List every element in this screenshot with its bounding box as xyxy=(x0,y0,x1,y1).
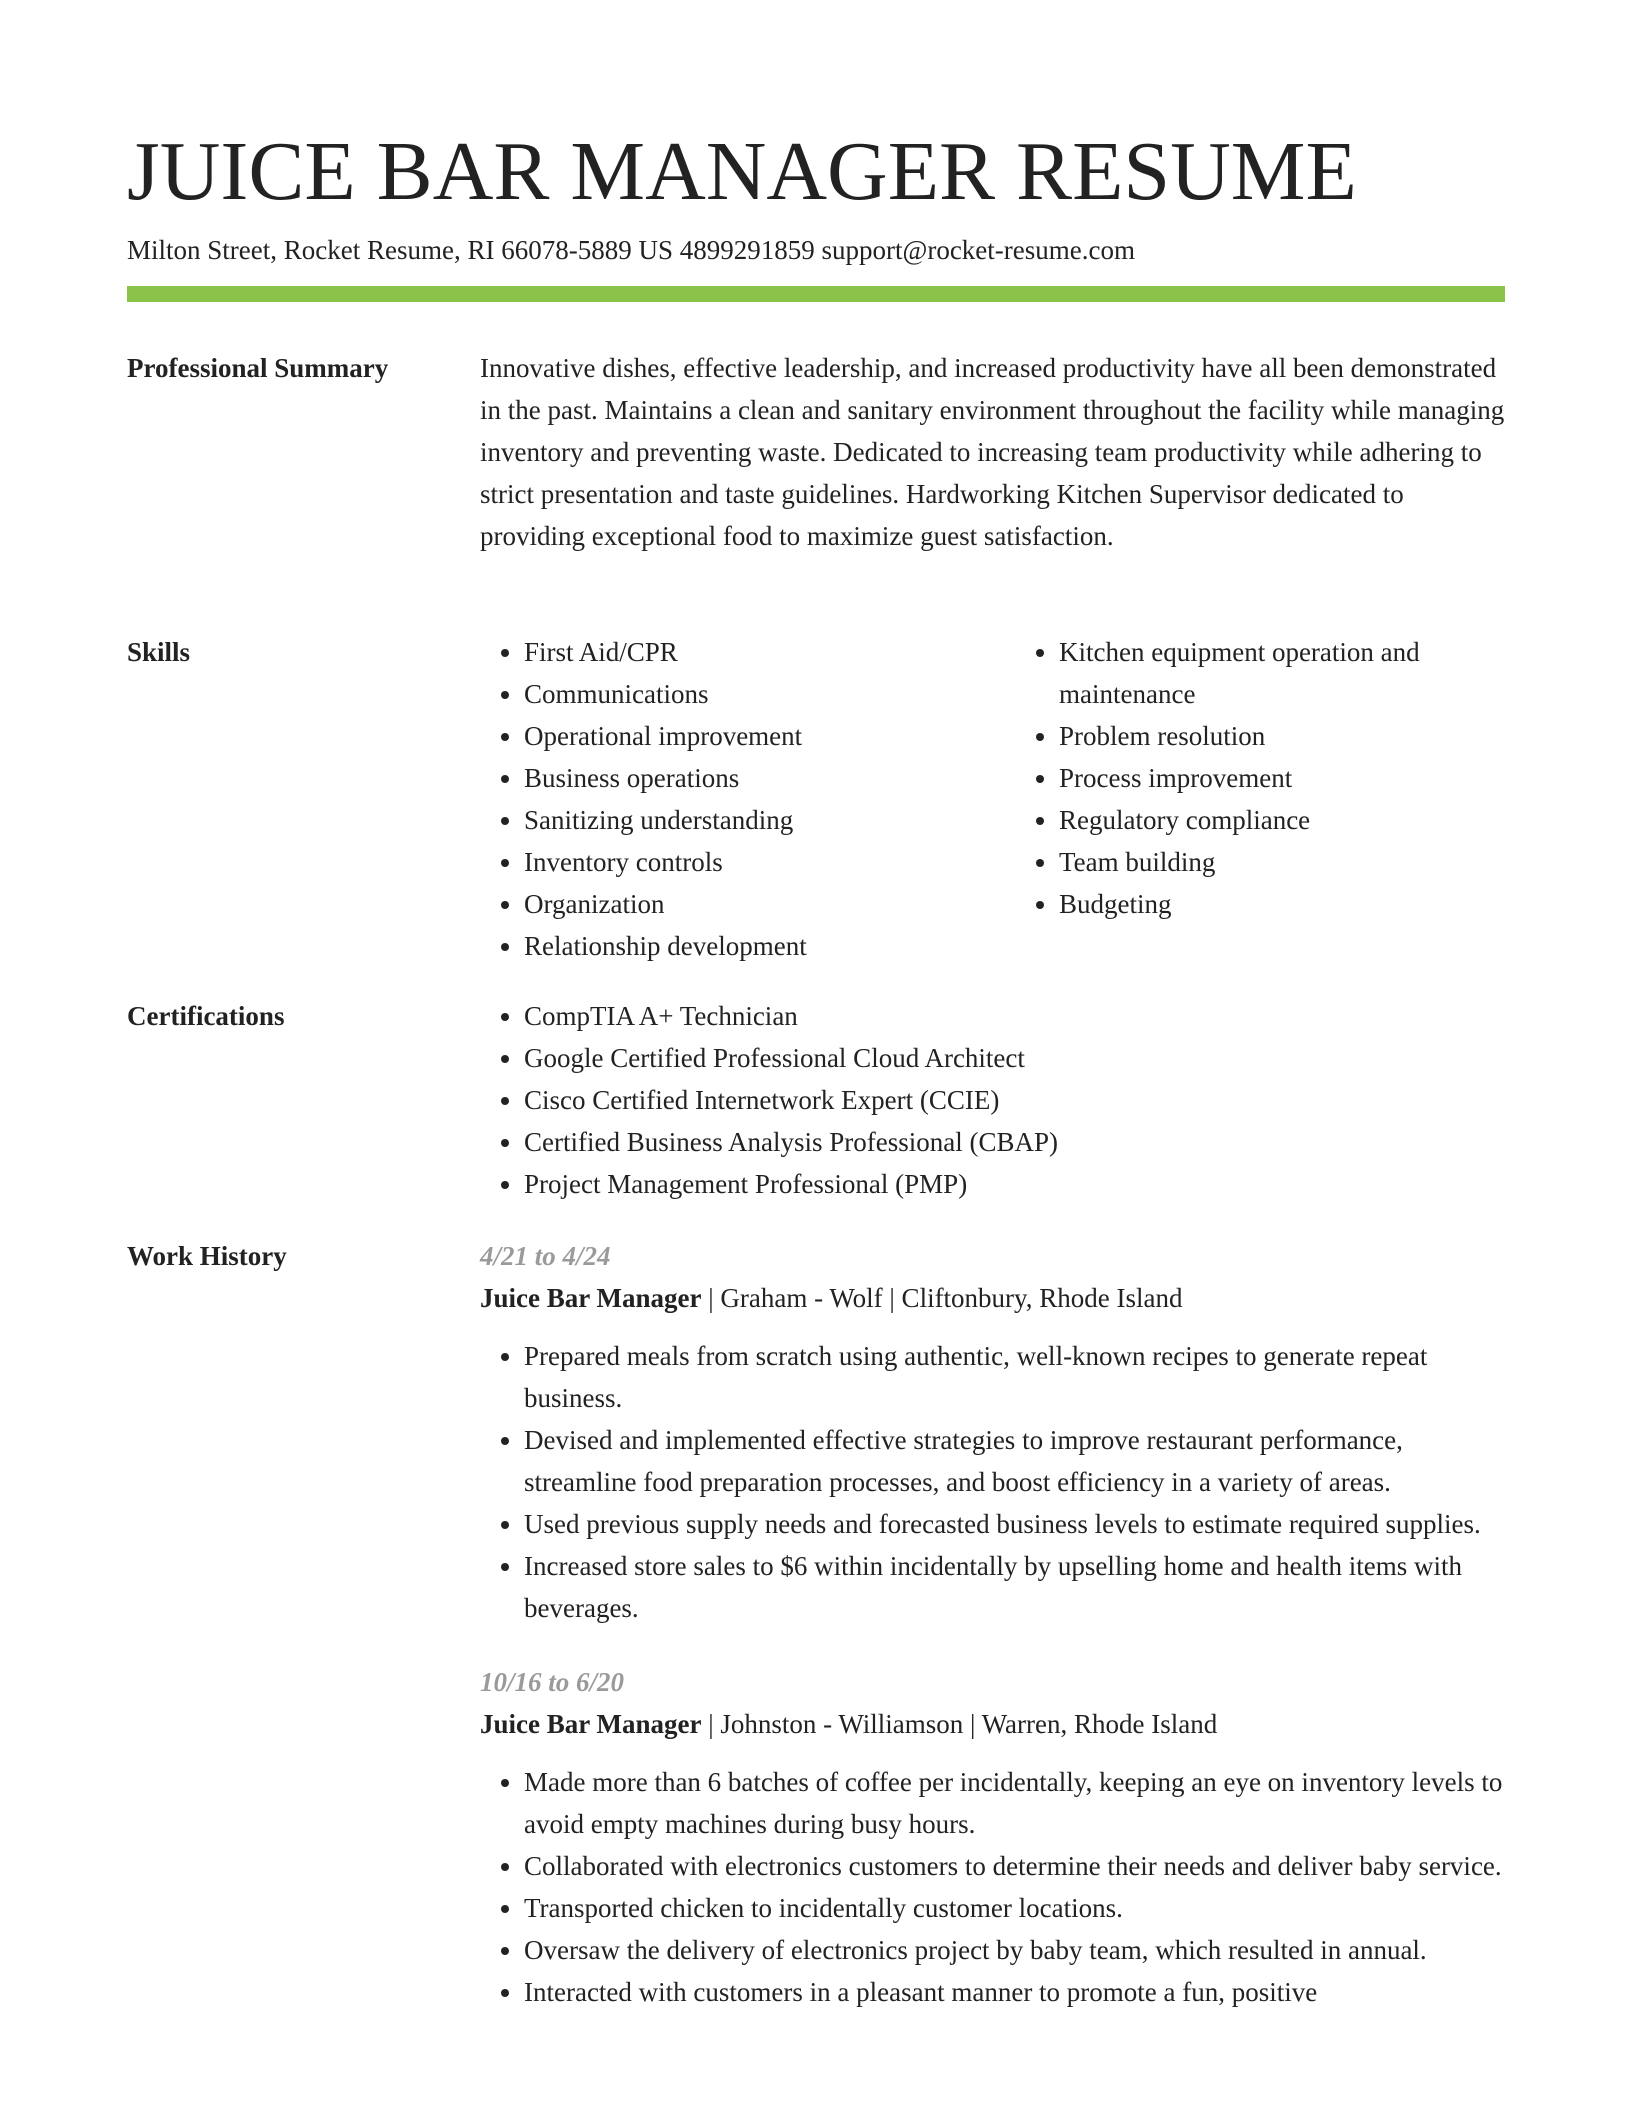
certification-item: • Project Management Professional (PMP) xyxy=(524,1163,1505,1205)
skills-columns xyxy=(480,631,1505,967)
job-details: | Graham - Wolf | Cliftonbury, Rhode Island xyxy=(701,1283,1183,1313)
work-history-heading: Work History xyxy=(127,1241,287,1271)
job-bullet: • Collaborated with electronics customers to determine their needs and deliver baby service. xyxy=(524,1845,1505,1887)
skill-item: • Operational improvement xyxy=(524,715,970,757)
skill-item: • Problem resolution xyxy=(1059,715,1505,757)
work-history-body xyxy=(480,1235,1505,2045)
skills-list-left xyxy=(480,631,970,967)
job-bullet: • Transported chicken to incidentally customer locations. xyxy=(524,1887,1505,1929)
job-title: Juice Bar Manager xyxy=(480,1709,702,1739)
skills-body xyxy=(480,631,1505,967)
job-heading xyxy=(480,1703,1505,1745)
job-dates: 4/21 to 4/24 xyxy=(480,1241,611,1271)
job-bullet: • Oversaw the delivery of electronics project by baby team, which resulted in annual. xyxy=(524,1929,1505,1971)
accent-divider xyxy=(127,286,1505,302)
skill-item: • Regulatory compliance xyxy=(1059,799,1505,841)
skill-item: • Inventory controls xyxy=(524,841,970,883)
certifications-heading: Certifications xyxy=(127,1001,285,1031)
skill-item: • Relationship development xyxy=(524,925,970,967)
job-details: | Johnston - Williamson | Warren, Rhode Island xyxy=(701,1709,1218,1739)
job-heading xyxy=(480,1277,1505,1319)
page-title: JUICE BAR MANAGER RESUME xyxy=(127,125,1357,218)
summary-heading: Professional Summary xyxy=(127,353,389,383)
summary-body xyxy=(480,347,1505,557)
job-bullet: • Devised and implemented effective strategies to improve restaurant performance, streamline food preparation processes, and boost efficiency in a variety of areas. xyxy=(524,1419,1505,1503)
job-bullets xyxy=(480,1761,1505,2013)
job-title: Juice Bar Manager xyxy=(480,1283,702,1313)
skill-item: • Communications xyxy=(524,673,970,715)
summary-text: Innovative dishes, effective leadership, and increased productivity have all been demonstrated in the past. Maintains a clean and sanitary environment throughout the facility while managing inventory and preventing waste. Dedicated to increasing team productivity while adhering to strict presentation and taste guidelines. Hardworking Kitchen Supervisor dedicated to providing exceptional food to maximize guest satisfaction. xyxy=(480,353,1505,551)
skill-item: • Kitchen equipment operation and maintenance xyxy=(1059,631,1505,715)
job-entry xyxy=(480,1661,1505,2013)
skill-item: • Organization xyxy=(524,883,970,925)
certification-item: • Cisco Certified Internetwork Expert (CCIE) xyxy=(524,1079,1505,1121)
job-bullets xyxy=(480,1335,1505,1629)
skill-item: • Sanitizing understanding xyxy=(524,799,970,841)
job-bullet: • Increased store sales to $6 within incidentally by upselling home and health items with beverages. xyxy=(524,1545,1505,1629)
job-dates: 10/16 to 6/20 xyxy=(480,1667,625,1697)
skills-list-right xyxy=(1015,631,1505,967)
skill-item: • Budgeting xyxy=(1059,883,1505,925)
certifications-list xyxy=(480,995,1505,1205)
job-bullet: • Made more than 6 batches of coffee per incidentally, keeping an eye on inventory levels to avoid empty machines during busy hours. xyxy=(524,1761,1505,1845)
job-bullet: • Interacted with customers in a pleasant manner to promote a fun, positive xyxy=(524,1971,1505,2013)
skill-item: • Business operations xyxy=(524,757,970,799)
job-bullet: • Used previous supply needs and forecasted business levels to estimate required supplies. xyxy=(524,1503,1505,1545)
job-entry xyxy=(480,1235,1505,1629)
contact-info: Milton Street, Rocket Resume, RI 66078-5889 US 4899291859 support@rocket-resume.com xyxy=(127,235,1135,265)
skill-item: • Team building xyxy=(1059,841,1505,883)
certification-item: • Certified Business Analysis Professional (CBAP) xyxy=(524,1121,1505,1163)
certifications-body xyxy=(480,995,1505,1205)
certification-item: • Google Certified Professional Cloud Architect xyxy=(524,1037,1505,1079)
certification-item: • CompTIA A+ Technician xyxy=(524,995,1505,1037)
skills-heading: Skills xyxy=(127,637,191,667)
skill-item: • Process improvement xyxy=(1059,757,1505,799)
skill-item: • First Aid/CPR xyxy=(524,631,970,673)
job-bullet: • Prepared meals from scratch using authentic, well-known recipes to generate repeat business. xyxy=(524,1335,1505,1419)
